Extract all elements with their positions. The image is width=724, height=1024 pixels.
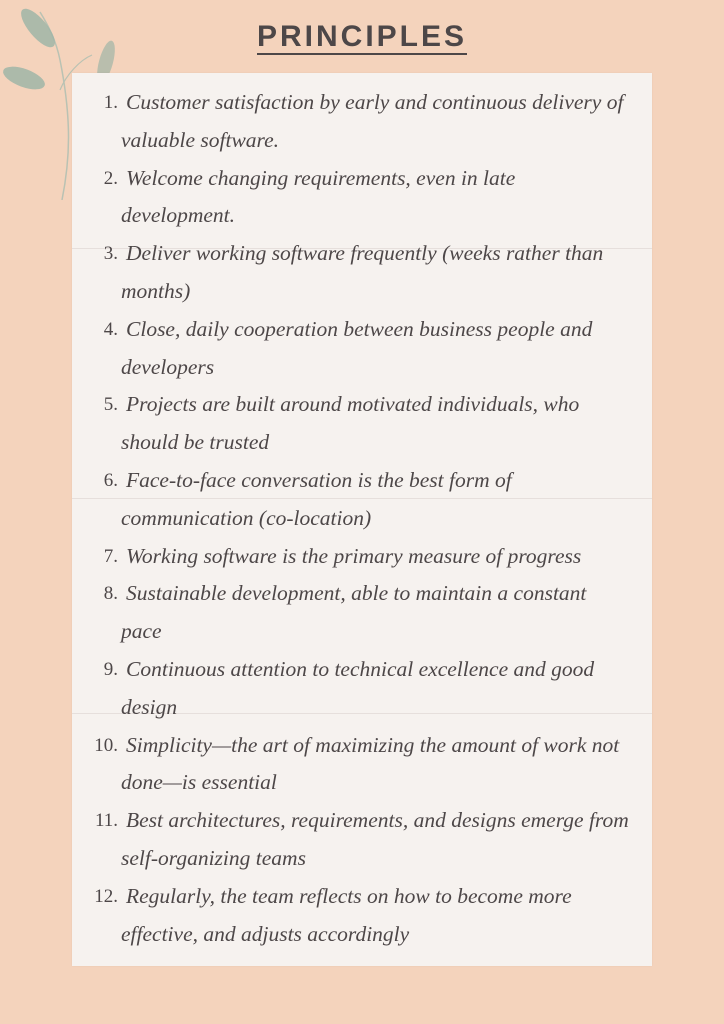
principle-text: Simplicity—the art of maximizing the amount of work not done—is essential xyxy=(121,732,620,795)
principle-item xyxy=(90,575,640,651)
principle-text: Projects are built around motivated individuals, who should be trusted xyxy=(121,392,580,455)
principle-number: 12. xyxy=(94,885,118,907)
principle-text: Sustainable development, able to maintain a constant pace xyxy=(121,581,587,644)
principle-item xyxy=(90,802,640,878)
principle-item xyxy=(90,462,640,538)
principle-item xyxy=(90,235,640,311)
principle-number: 5. xyxy=(103,394,118,416)
principle-text: Welcome changing requirements, even in late development. xyxy=(121,165,516,228)
principle-item xyxy=(90,84,640,160)
principle-number: 11. xyxy=(94,810,118,832)
principle-text: Working software is the primary measure of progress xyxy=(126,543,582,568)
principle-number: 3. xyxy=(103,243,118,265)
principle-text: Regularly, the team reflects on how to become more effective, and adjusts accordingly xyxy=(121,883,572,946)
principle-number: 1. xyxy=(103,92,118,113)
principle-number: 4. xyxy=(103,318,118,340)
principle-item xyxy=(90,160,640,236)
principle-number: 9. xyxy=(103,658,118,680)
principle-item xyxy=(90,311,640,387)
principle-number: 10. xyxy=(94,734,118,756)
principle-text: Deliver working software frequently (weeks rather than months) xyxy=(121,241,604,303)
principle-text: Face-to-face conversation is the best form of communication (co-location) xyxy=(121,467,512,530)
principle-item xyxy=(90,538,640,576)
principle-item xyxy=(90,727,640,803)
principle-text: Best architectures, requirements, and designs emerge from self-organizing teams xyxy=(121,808,629,870)
principle-text: Close, daily cooperation between business people and developers xyxy=(121,316,593,379)
principles-list xyxy=(90,84,640,953)
page-title xyxy=(0,20,724,55)
principle-number: 7. xyxy=(103,545,118,567)
principle-item xyxy=(90,386,640,462)
principle-text: Continuous attention to technical excellence and good design xyxy=(121,656,595,719)
principle-item xyxy=(90,878,640,954)
principle-number: 6. xyxy=(103,469,118,491)
page-title-text: PRINCIPLES xyxy=(256,20,468,53)
principle-item xyxy=(90,651,640,727)
principle-text: Customer satisfaction by early and continuous delivery of valuable software. xyxy=(121,90,624,152)
principle-number: 8. xyxy=(103,583,118,605)
principle-number: 2. xyxy=(103,167,118,189)
